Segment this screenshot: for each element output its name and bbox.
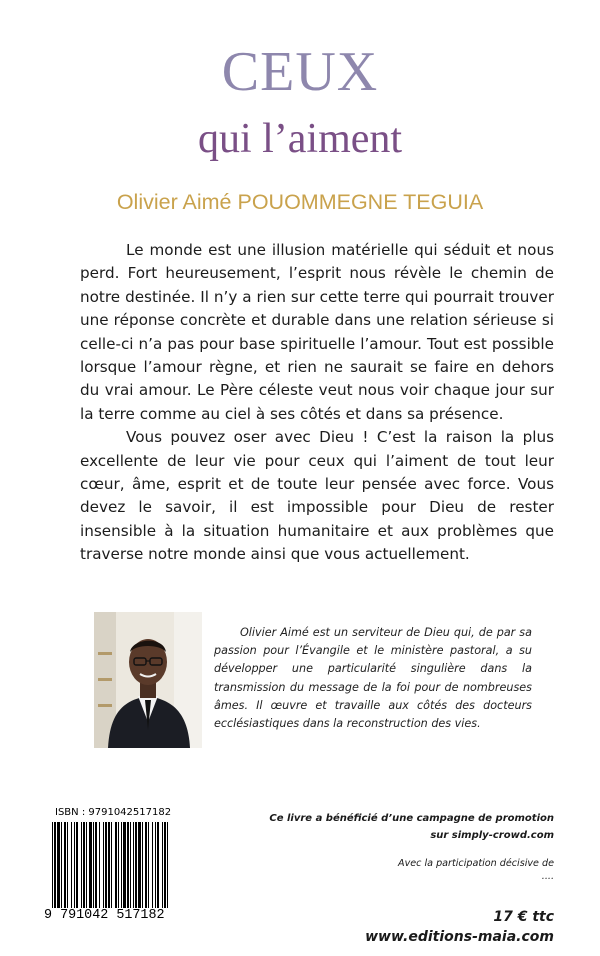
partner-name: .... xyxy=(541,871,554,882)
barcode-bar xyxy=(130,822,131,908)
author-portrait-icon xyxy=(94,612,202,748)
barcode-bar xyxy=(76,822,78,908)
barcode-bar xyxy=(52,822,53,922)
barcode-bar xyxy=(81,822,82,908)
barcode-bar xyxy=(74,822,75,908)
price: 17 € ttc xyxy=(493,909,554,925)
barcode-bar xyxy=(83,822,85,908)
barcode-bar xyxy=(67,822,68,908)
barcode-bar xyxy=(152,822,153,908)
promo-line-2: sur simply-crowd.com xyxy=(430,830,554,841)
author-name: Olivier Aimé POUOMMEGNE TEGUIA xyxy=(116,190,484,214)
barcode-bar xyxy=(99,822,100,908)
barcode-bar xyxy=(54,822,56,922)
barcode-bar xyxy=(71,822,72,908)
barcode-bar xyxy=(148,822,149,908)
barcode-bar xyxy=(103,822,104,908)
publisher-website: www.editions-maia.com xyxy=(365,929,554,945)
book-subtitle: qui l’aiment xyxy=(197,116,403,162)
barcode-bar xyxy=(86,822,87,908)
barcode-bar xyxy=(167,822,168,922)
barcode-bar xyxy=(162,822,163,908)
barcode-bar xyxy=(115,822,117,908)
barcode-bar xyxy=(127,822,129,908)
barcode-bar xyxy=(108,822,110,908)
isbn-digits: 9 791042 517182 xyxy=(42,908,176,923)
barcode-bar xyxy=(157,822,159,908)
barcode-bar xyxy=(118,822,119,908)
barcode-bar xyxy=(145,822,147,908)
barcode-bar xyxy=(61,822,62,908)
summary-text xyxy=(80,239,554,567)
author-bio-text: Olivier Aimé est un serviteur de Dieu qui, de par sa passion pour l’Évangile et le ministère pastoral, a su développer une particularité singulière dans la transmission du message de la foi pour de nombreuses âmes. Il œuvre et travaille aux côtés des docteurs ecclésiastiques dans la reconstruction des vies. xyxy=(214,626,532,731)
author-bio xyxy=(214,624,532,733)
isbn-label: ISBN : 9791042517182 xyxy=(55,807,172,818)
barcode-bar xyxy=(133,822,134,908)
barcode-bar xyxy=(95,822,97,908)
barcode-bar xyxy=(89,822,92,908)
barcode-bar xyxy=(123,822,126,908)
summary-paragraph-2: Vous pouvez oser avec Dieu ! C’est la raison la plus excellente de leur vie pour ceux qui l’aiment de tout leur cœur, âme, esprit et de toute leur pensée avec force. Vous devez le savoir, il est impossible pour Dieu de rester insensible à la situation humanitaire et aux problèmes que traverse notre monde ainsi que vous actuellement. xyxy=(80,428,554,564)
barcode-bar xyxy=(64,822,66,908)
barcode-bar xyxy=(164,822,166,922)
barcode-bar xyxy=(111,822,112,908)
summary-paragraph-1: Le monde est une illusion matérielle qui séduit et nous perd. Fort heureusement, l’esprit nous révèle le chemin de notre destinée. Il n’y a rien sur cette terre qui pourrait trouver une réponse concrète et durable dans une relation sérieuse si celle-ci n’a pas pour base spirituelle l’amour. Tout est possible lorsque l’amour règne, et rien ne saurait se faire en dehors du vrai amour. Le Père céleste veut nous voir chaque jour sur la terre comme au ciel à ses côtés et dans sa présence. xyxy=(80,241,554,423)
book-title: CEUX xyxy=(221,41,379,103)
barcode-bar xyxy=(57,822,60,908)
barcode-bar xyxy=(93,822,94,922)
barcode-bar xyxy=(142,822,143,908)
barcode-bar xyxy=(135,822,137,908)
barcode-bar xyxy=(121,822,122,908)
author-photo xyxy=(94,612,202,748)
barcode-bar xyxy=(105,822,107,908)
publisher-info xyxy=(254,810,554,947)
partner-label: Avec la participation décisive de xyxy=(398,858,554,869)
barcode-bar xyxy=(155,822,156,908)
barcode-bar xyxy=(138,822,141,908)
promo-line-1: Ce livre a bénéficié d’une campagne de promotion xyxy=(269,813,554,824)
